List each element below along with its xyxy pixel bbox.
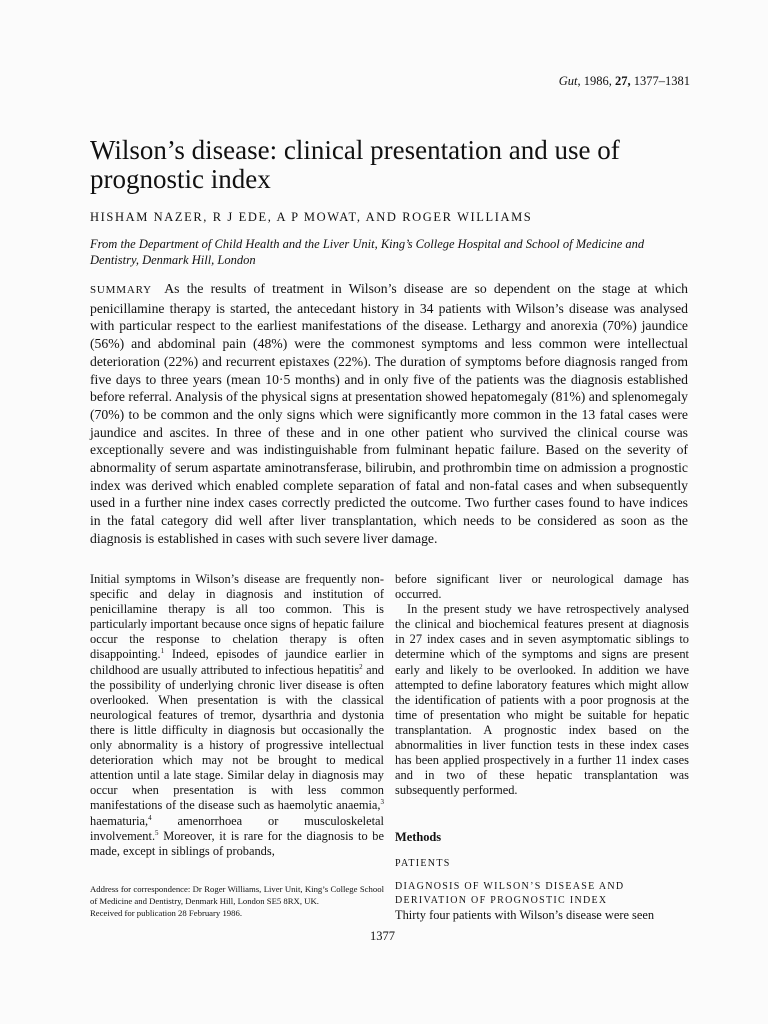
journal-year: 1986,: [583, 74, 612, 88]
correspondence-footnote: [90, 883, 384, 919]
intro-text-3: and the possibility of underlying chronic liver disease is often overlooked. When presentation is with the classical neurological features of tremor, dysarthria and dystonia there is little difficulty in diagnosis but occasionally the only abnormality is a history of progressive intellectual deterioration which may not be brought to medical attention until a late stage. Similar delay in diagnosis may occur when presentation is with less common manifestations of the disease such as haemolytic anaemia,: [90, 662, 384, 813]
received-date: Received for publication 28 February 1986.: [90, 908, 242, 918]
intro-text-4: haematuria,: [90, 813, 149, 828]
reference-1: 1: [160, 647, 165, 656]
article-affiliation: From the Department of Child Health and the Liver Unit, King’s College Hospital and School of Medicine and Dentistry, Denmark Hill, London: [90, 237, 645, 267]
intro-text-1: Initial symptoms in Wilson’s disease are frequently non-specific and delay in diagnosis and institution of penicillamine therapy is all too common. This is particularly important because once signs of hepatic failure occur the response to chelation therapy is often disappointing.: [90, 572, 384, 662]
intro-text-6: Moreover, it is rare for the diagnosis to be made, except in siblings of probands,: [90, 828, 384, 858]
journal-volume: 27,: [615, 74, 631, 88]
article-title: Wilson’s disease: clinical presentation and use of prognostic index: [90, 135, 620, 194]
reference-4: 4: [148, 813, 152, 822]
intro-text-5: amenorrhoea or musculoskeletal involvement.: [90, 813, 384, 843]
body-right-column: [395, 572, 689, 798]
article-authors: HISHAM NAZER, R J EDE, A P MOWAT, AND ROGER WILLIAMS: [90, 210, 533, 224]
journal-name: Gut: [558, 74, 578, 88]
body-left-column: [90, 572, 384, 859]
page-number: 1377: [370, 929, 395, 943]
reference-5: 5: [155, 828, 159, 837]
journal-citation: Gut, 1986, 27, 1377–1381: [558, 74, 690, 88]
methods-first-line: Thirty four patients with Wilson’s disease were seen: [395, 908, 655, 922]
intro-paragraph: [90, 572, 384, 859]
diagnosis-subheading: DIAGNOSIS OF WILSON’S DISEASE AND DERIVATION OF PROGNOSTIC INDEX: [395, 881, 625, 906]
intro-text-2: Indeed, episodes of jaundice earlier in childhood are usually attributed to infectious hepatitis: [90, 647, 384, 677]
reference-3: 3: [380, 798, 384, 807]
right-paragraph-2: In the present study we have retrospectively analysed the clinical and biochemical features present at diagnosis in 27 index cases and in seven asymptomatic siblings to determine which of the symptoms and signs are present early and likely to be overlooked. In addition we have attempted to define laboratory features which might allow the identification of patients with a poor prognosis at the time of presentation who might be suitable for hepatic transplantation. A prognostic index based on the abnormalities in liver function tests in these index cases has been applied prospectively in a further 11 index cases and in two of these hepatic transplantation was subsequently performed.: [395, 602, 689, 798]
reference-2: 2: [359, 662, 363, 671]
summary-text: As the results of treatment in Wilson’s disease are so dependent on the stage at which penicillamine therapy is started, the antecedant history in 34 patients with Wilson’s disease was analysed with particular respect to the earliest manifestations of the disease. Lethargy and anorexia (70%) jaundice (56%) and abdominal pain (48%) were the commonest symptoms and less common were intellectual deterioration (22%) and recurrent epistaxes (22%). The duration of symptoms before diagnosis ranged from five days to three years (mean 10·5 months) and in only five of the patients was the diagnosis established before referral. Analysis of the physical signs at presentation showed hepatomegaly (81%) and splenomegaly (70%) to be common and the only signs which were significantly more common in the 13 fatal cases were jaundice and ascites. In three of these and in one other patient who survived the clinical course was exceptionally severe and was indistinguishable from fulminant hepatic failure. Based on the severity of abnormality of serum aspartate aminotransferase, bilirubin, and prothrombin time on admission a prognostic index was derived which enabled complete separation of fatal and non-fatal cases and when subsequently used in a further nine index cases correctly predicted the outcome. Two further cases found to have indices in the fatal category did well after liver transplantation, which needs to be considered as soon as the diagnosis is established in cases with such severe liver damage.: [90, 281, 688, 546]
correspondence-address: Address for correspondence: Dr Roger Williams, Liver Unit, King’s College School of Medicine and Dentistry, Denmark Hill, London SE5 8RX, UK.: [90, 884, 384, 906]
patients-subheading: PATIENTS: [395, 858, 451, 869]
summary-label: SUMMARY: [90, 284, 152, 296]
article-summary: [90, 280, 688, 548]
methods-heading: Methods: [395, 830, 442, 844]
right-paragraph-1: before significant liver or neurological damage has occurred.: [395, 572, 689, 602]
journal-pages: 1377–1381: [633, 74, 690, 88]
